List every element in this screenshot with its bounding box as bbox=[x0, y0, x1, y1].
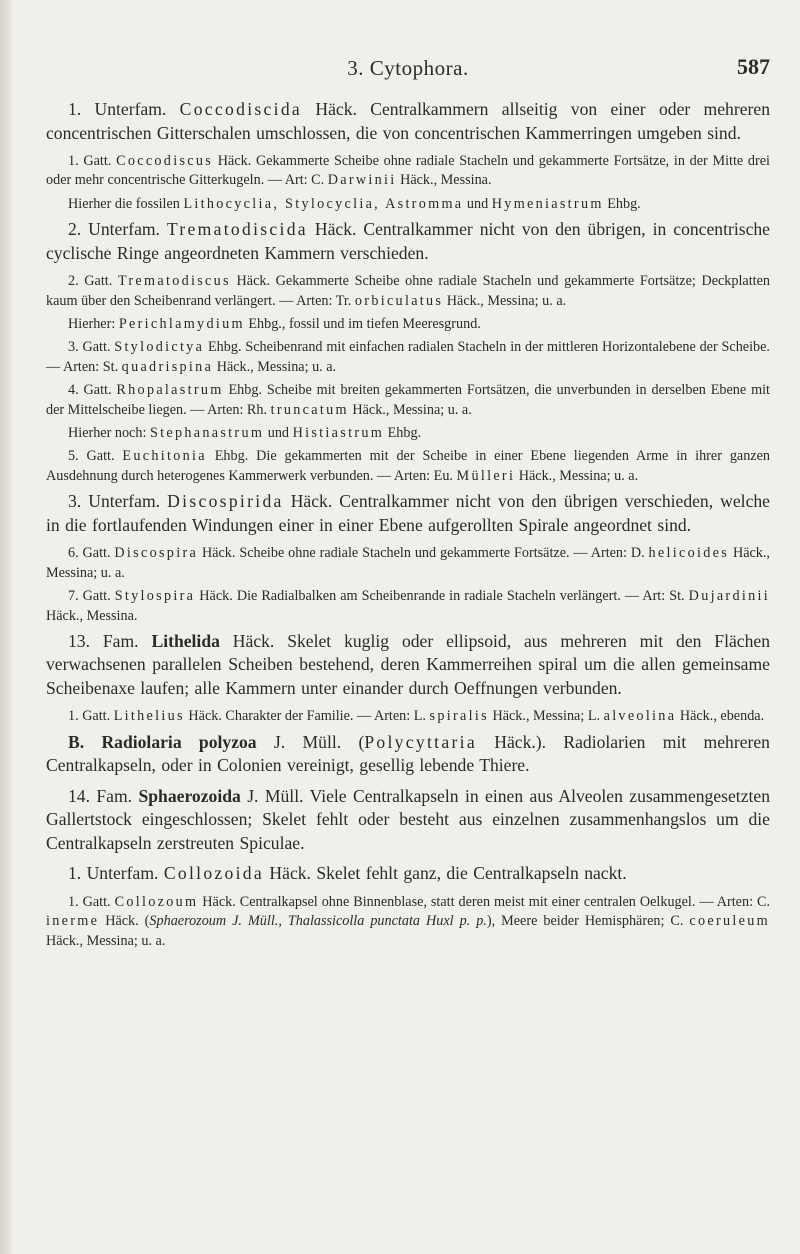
running-header bbox=[46, 56, 770, 96]
text-run: Häck. Skelet fehlt ganz, die Centralkapseln nackt. bbox=[264, 863, 627, 884]
taxon-name: Mülleri bbox=[456, 467, 516, 484]
taxon-name: Stephanastrum bbox=[149, 425, 265, 442]
taxon-name: Lithocyclia, Stylocyclia, Astromma bbox=[183, 195, 464, 212]
page-number: 587 bbox=[737, 54, 770, 79]
text-run: 3. Gatt. bbox=[68, 339, 115, 356]
genus-paragraph bbox=[46, 315, 770, 334]
genus-paragraph bbox=[46, 893, 770, 951]
taxon-name: Hymeniastrum bbox=[491, 195, 604, 212]
text-run: 1. Gatt. bbox=[68, 153, 117, 169]
section-paragraph bbox=[46, 98, 770, 145]
taxon-name: quadrispina bbox=[121, 358, 214, 375]
text-run: Hierher noch: bbox=[68, 425, 150, 442]
text-run: 1. Gatt. bbox=[68, 708, 114, 725]
book-page bbox=[46, 56, 770, 955]
text-run: Häck. Scheibe ohne radiale Stacheln und gekammerte Fortsätze. — Arten: D. bbox=[198, 545, 649, 562]
text-run: ), Meere beider Hemisphären; C. bbox=[486, 913, 690, 930]
taxon-name: Histiastrum bbox=[292, 425, 385, 442]
section-paragraph bbox=[46, 630, 770, 701]
text-run: 2. Unterfam. bbox=[68, 219, 167, 240]
page-text bbox=[46, 98, 770, 951]
text-run: Häck.). Radiolarien mit mehreren Centralkapseln, oder in Colonien vereinigt, gesellig lebende Thiere. bbox=[46, 731, 770, 776]
taxon-name: Trematodiscida bbox=[166, 219, 308, 240]
section-paragraph bbox=[46, 785, 770, 856]
taxon-name: Trematodiscus bbox=[117, 273, 231, 290]
text-run: Häck. Skelet kuglig oder ellipsoid, aus mehreren mit den Flächen verwachsenen parallelen Scheiben bestehend, deren Kammerreihen spiral um die allen gemeinsame Scheibenaxe laufen; alle Kammern unter einander durch Oeffnungen verbunden. bbox=[46, 630, 771, 698]
text-run: Häck., Messina; u. a. bbox=[46, 932, 166, 949]
text-run: Häck. Gekammerte Scheibe ohne radiale Stacheln und gekammerte Fortsätze; Deckplatten kaum über den Scheibenrand verlängert. — Arten: Tr. bbox=[46, 273, 770, 309]
taxon-name: truncatum bbox=[270, 401, 349, 418]
italic-reference: Sphaerozoum J. Müll., Thalassicolla punctata Huxl p. p. bbox=[149, 913, 487, 930]
text-run: Häck., Messina; u. a. bbox=[46, 545, 770, 581]
text-run: Häck. Gekammerte Scheibe ohne radiale Stacheln und gekammerte Fortsätze, in der Mitte drei oder mehr concentrische Gitterkugeln. — Art: C. bbox=[46, 153, 770, 189]
genus-paragraph bbox=[46, 424, 770, 443]
taxon-name: Stylospira bbox=[114, 588, 196, 605]
genus-paragraph bbox=[46, 338, 770, 377]
text-run: und bbox=[463, 195, 492, 212]
text-run: Häck. Die Radialbalken am Scheibenrande in radiale Stacheln verlängert. — Art: St. bbox=[195, 588, 689, 605]
taxon-name: Coccodiscus bbox=[116, 153, 214, 169]
bold-term: Lithelida bbox=[151, 630, 220, 651]
text-run: Häck. Centralkammer nicht von den übrigen, in concentrische cyclische Ringe angeordneten Kammern verschieden. bbox=[46, 219, 770, 263]
taxon-name: Darwinii bbox=[327, 172, 397, 189]
text-run: Häck., Messina; u. a. bbox=[348, 401, 472, 418]
text-run: Häck. Centralkammern allseitig von einer oder mehreren concentrischen Gitterschalen umschlossen, die von concentrischen Kammerringen umgeben sind. bbox=[46, 99, 770, 143]
text-run: 1. Unterfam. bbox=[68, 863, 164, 884]
taxon-name: orbiculatus bbox=[354, 292, 444, 309]
text-run: Häck. Charakter der Familie. — Arten: L. bbox=[184, 708, 430, 725]
page-binding-shadow bbox=[0, 0, 14, 1254]
taxon-name: alveolina bbox=[603, 708, 677, 725]
text-run: 1. Gatt. bbox=[68, 893, 115, 910]
text-run: 7. Gatt. bbox=[68, 588, 115, 605]
text-run: 1. Unterfam. bbox=[68, 99, 180, 119]
text-run: 3. Unterfam. bbox=[68, 491, 168, 512]
text-run: 14. Fam. bbox=[68, 785, 139, 806]
text-run: Häck., Messina; u. a. bbox=[443, 292, 567, 309]
taxon-name: Perichlamydium bbox=[118, 316, 245, 333]
bold-term: Sphaerozoida bbox=[138, 785, 241, 806]
text-run: Ehbg., fossil und im tiefen Meeresgrund. bbox=[244, 316, 481, 333]
text-run: Häck., ebenda. bbox=[676, 708, 765, 725]
genus-paragraph bbox=[46, 152, 770, 191]
genus-paragraph bbox=[46, 587, 770, 626]
running-title: 3. Cytophora. bbox=[347, 56, 469, 80]
text-run: 2. Gatt. bbox=[68, 273, 118, 290]
taxon-name: helicoides bbox=[648, 545, 730, 562]
text-run: 13. Fam. bbox=[68, 630, 152, 651]
text-run: Hierher die fossilen bbox=[68, 195, 184, 212]
text-run: Ehbg. Scheibenrand mit einfachen radialen Stacheln in der mittleren Horizontalebene der Scheibe. — Arten: St. bbox=[46, 339, 770, 375]
taxon-name: Dujardinii bbox=[688, 588, 770, 605]
taxon-name: Coccodiscida bbox=[179, 99, 303, 119]
genus-paragraph bbox=[46, 272, 770, 311]
text-run: Häck. ( bbox=[99, 913, 150, 930]
text-run: J. Müll. ( bbox=[256, 731, 365, 752]
text-run: Häck., Messina. bbox=[46, 607, 138, 624]
text-run: Häck., Messina; u. a. bbox=[515, 467, 639, 484]
text-run: Hierher: bbox=[68, 316, 119, 333]
taxon-name: spiralis bbox=[429, 708, 489, 725]
taxon-name: Rhopalastrum bbox=[116, 382, 224, 399]
taxon-name: Polycyttaria bbox=[364, 731, 477, 752]
taxon-name: inerme bbox=[46, 913, 100, 930]
taxon-name: Stylodictya bbox=[114, 339, 205, 356]
text-run: 4. Gatt. bbox=[68, 382, 117, 399]
text-run: Häck., Messina; L. bbox=[488, 708, 604, 725]
text-run: Ehbg. bbox=[603, 195, 641, 212]
text-run: 5. Gatt. bbox=[68, 448, 123, 465]
text-run: Häck. Centralkammer nicht von den übrigen verschieden, welche in die fortlaufenden Windungen einer in einer Ebene aufgerollten Spirale angeordnet sind. bbox=[46, 491, 770, 535]
taxon-name: Collozoum bbox=[114, 893, 199, 910]
taxon-name: Discospirida bbox=[167, 491, 284, 512]
taxon-name: Lithelius bbox=[113, 708, 185, 725]
genus-paragraph bbox=[46, 544, 770, 583]
text-run: 6. Gatt. bbox=[68, 545, 115, 562]
taxon-name: coeruleum bbox=[689, 913, 770, 930]
text-run: Ehbg. Scheibe mit breiten gekammerten Fortsätzen, die unverbunden in derselben Ebene mit der Mittelscheibe liegen. — Arten: Rh. bbox=[46, 382, 770, 418]
text-run: J. Müll. Viele Centralkapseln in einen aus Alveolen zusammengesetzten Gallertstock eingeschlossen; Skelet fehlt oder besteht aus einzelnen zusammenhangslos um die Centralkapseln zerstreuten Spiculae. bbox=[46, 785, 770, 853]
section-paragraph bbox=[46, 490, 770, 537]
taxon-name: Euchitonia bbox=[122, 448, 207, 465]
section-paragraph bbox=[46, 731, 770, 778]
text-run: Ehbg. Die gekammerten mit der Scheibe in einer Ebene liegenden Arme in ihrer ganzen Ausdehnung durch heterogenes Kammerwerk verbunden. — Arten: Eu. bbox=[46, 448, 770, 484]
section-paragraph bbox=[46, 862, 770, 886]
taxon-name: Discospira bbox=[114, 545, 199, 562]
text-run: Ehbg. bbox=[384, 425, 422, 442]
section-paragraph bbox=[46, 218, 770, 265]
text-run: Häck., Messina; u. a. bbox=[213, 358, 337, 375]
taxon-name: Collozoida bbox=[163, 863, 265, 884]
bold-term: B. Radiolaria polyzoa bbox=[68, 731, 257, 752]
text-run: und bbox=[264, 425, 293, 442]
genus-paragraph bbox=[46, 447, 770, 486]
genus-paragraph bbox=[46, 707, 770, 726]
text-run: Häck. Centralkapsel ohne Binnenblase, statt deren meist mit einer centralen Oelkugel. — Arten: C. bbox=[198, 893, 770, 910]
text-run: Häck., Messina. bbox=[396, 172, 492, 189]
genus-paragraph bbox=[46, 381, 770, 420]
genus-paragraph bbox=[46, 195, 770, 214]
